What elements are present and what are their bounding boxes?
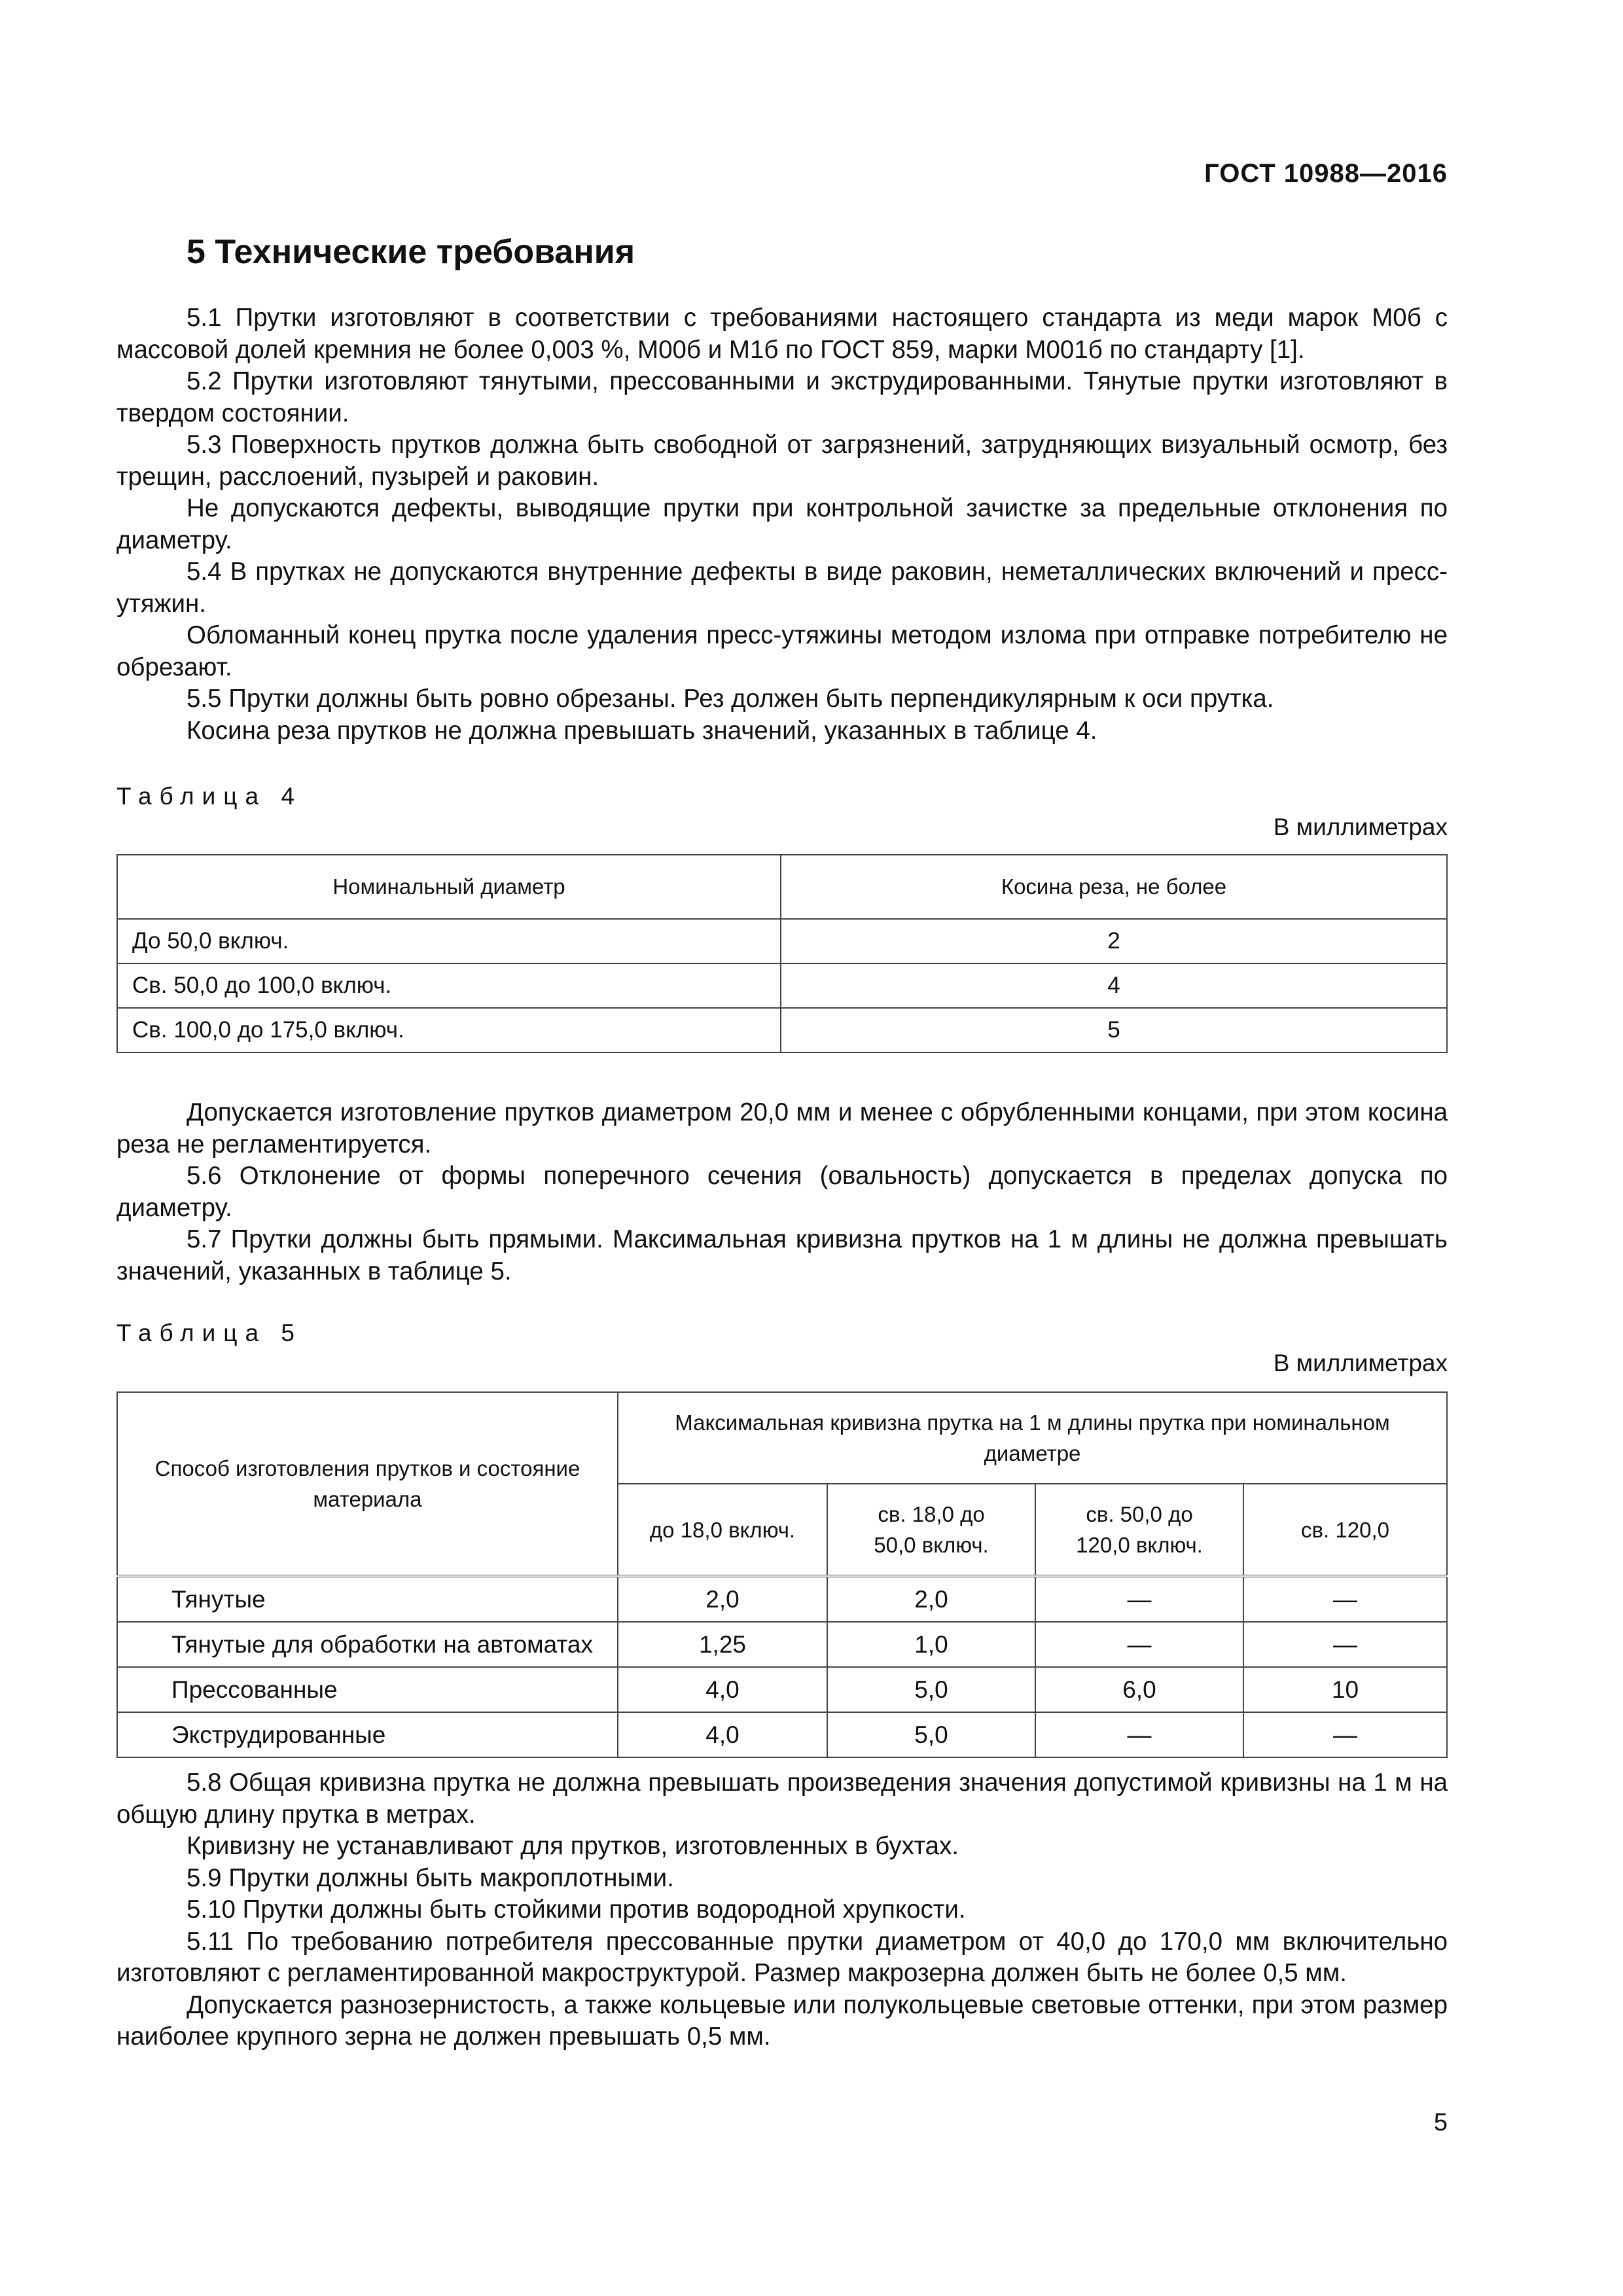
table5-subheader: св. 18,0 до 50,0 включ.	[827, 1484, 1035, 1576]
table4-cell: До 50,0 включ.	[117, 919, 781, 963]
table4-cell: Св. 100,0 до 175,0 включ.	[117, 1008, 781, 1052]
table-row	[117, 963, 1447, 1008]
paragraphs-block-1	[116, 302, 1448, 747]
table5-cell: 2,0	[827, 1576, 1035, 1622]
table5-cell: —	[1243, 1576, 1447, 1622]
section-title: 5 Технические требования	[187, 233, 635, 271]
table5-cell: 6,0	[1035, 1667, 1243, 1712]
table5-cell: 5,0	[827, 1667, 1035, 1712]
table5-cell: Экструдированные	[117, 1712, 618, 1757]
table5-header-method: Способ изготовления прутков и состояние материала	[117, 1392, 618, 1576]
paragraph-5-4: 5.4 В прутках не допускаются внутренние дефекты в виде раковин, неметаллических включений и пресс-утяжин.	[116, 558, 1448, 618]
table5-subheader: св. 50,0 до 120,0 включ.	[1035, 1484, 1243, 1576]
paragraph-5-10: 5.10 Прутки должны быть стойкими против водородной хрупкости.	[187, 1895, 966, 1924]
table5-cell: 10	[1243, 1667, 1447, 1712]
table5-caption: Таблица 5	[116, 1319, 302, 1346]
table5-cell: Тянутые для обработки на автоматах	[117, 1622, 618, 1667]
table4-header-skew: Косина реза, не более	[781, 855, 1447, 919]
paragraph-5-8: 5.8 Общая кривизна прутка не должна превышать произведения значения допустимой кривизны на 1 м на общую длину прутка в метрах.	[116, 1768, 1448, 1829]
paragraphs-block-2	[116, 1097, 1448, 1287]
paragraphs-block-3	[116, 1767, 1448, 2053]
paragraph-5-7: 5.7 Прутки должны быть прямыми. Максимальная кривизна прутков на 1 м длины не должна превышать значений, указанных в таблице 5.	[116, 1225, 1448, 1285]
table5-cell: 1,0	[827, 1622, 1035, 1667]
paragraph-5-11: 5.11 По требованию потребителя прессованные прутки диаметром от 40,0 до 170,0 мм включительно изготовляют с регламентированной макроструктурой. Размер макрозерна должен быть не более 0,5 мм.	[116, 1927, 1448, 1987]
paragraph-5-4-end: Обломанный конец прутка после удаления пресс-утяжины методом излома при отправке потребителю не обрезают.	[116, 621, 1448, 681]
table4-cell: 4	[781, 963, 1447, 1008]
table4-caption: Таблица 4	[116, 783, 302, 810]
table4-header-diameter: Номинальный диаметр	[117, 855, 781, 919]
table4-cell: Св. 50,0 до 100,0 включ.	[117, 963, 781, 1008]
paragraph-5-3-defects: Не допускаются дефекты, выводящие прутки при контрольной зачистке за предельные отклонения по диаметру.	[116, 494, 1448, 554]
table5-unit: В миллиметрах	[1273, 1350, 1448, 1376]
table-row	[117, 1576, 1447, 1622]
table-row	[117, 1667, 1447, 1712]
table5-cell: —	[1035, 1622, 1243, 1667]
paragraph-5-2: 5.2 Прутки изготовляют тянутыми, прессованными и экструдированными. Тянутые прутки изготовляют в твердом состоянии.	[116, 367, 1448, 427]
table5-cell: 1,25	[618, 1622, 827, 1667]
table5	[116, 1391, 1448, 1758]
table5-cell: —	[1243, 1622, 1447, 1667]
table4-unit: В миллиметрах	[1273, 814, 1448, 840]
table4-cell: 5	[781, 1008, 1447, 1052]
table-row	[117, 1008, 1447, 1052]
table5-cell: —	[1243, 1712, 1447, 1757]
paragraph-5-11-grain: Допускается разнозернистость, а также кольцевые или полукольцевые световые оттенки, при этом размер наиболее крупного зерна не должен превышать 0,5 мм.	[116, 1990, 1448, 2051]
table4	[116, 854, 1448, 1053]
table5-header-row	[117, 1392, 1447, 1484]
paragraph-5-6: 5.6 Отклонение от формы поперечного сечения (овальность) допускается в пределах допуска по диаметру.	[116, 1162, 1448, 1222]
table-row	[117, 919, 1447, 963]
paragraph-5-8-coils: Кривизну не устанавливают для прутков, изготовленных в бухтах.	[187, 1832, 959, 1860]
standard-code-header: ГОСТ 10988—2016	[1204, 159, 1448, 188]
table5-cell: Прессованные	[117, 1667, 618, 1712]
table5-cell: 2,0	[618, 1576, 827, 1622]
table5-cell: 4,0	[618, 1667, 827, 1712]
table4-cell: 2	[781, 919, 1447, 963]
table5-cell: 4,0	[618, 1712, 827, 1757]
table-row	[117, 1712, 1447, 1757]
table5-subheader: св. 120,0	[1243, 1484, 1447, 1576]
paragraph-5-5-cut: Косина реза прутков не должна превышать значений, указанных в таблице 4.	[187, 716, 1097, 745]
table5-cell: —	[1035, 1576, 1243, 1622]
table5-cell: 5,0	[827, 1712, 1035, 1757]
paragraph-chopped-ends: Допускается изготовление прутков диаметром 20,0 мм и менее с обрубленными концами, при этом косина реза не регламентируется.	[116, 1098, 1448, 1158]
paragraph-5-9: 5.9 Прутки должны быть макроплотными.	[187, 1863, 674, 1892]
paragraph-5-1: 5.1 Прутки изготовляют в соответствии с требованиями настоящего стандарта из меди марок М0б с массовой долей кремния не более 0,003 %, М00б и М1б по ГОСТ 859, марки М001б по стандарту [1].	[116, 304, 1448, 364]
table5-subheader: до 18,0 включ.	[618, 1484, 827, 1576]
table4-header-row	[117, 855, 1447, 919]
paragraph-5-5: 5.5 Прутки должны быть ровно обрезаны. Рез должен быть перпендикулярным к оси прутка.	[187, 685, 1274, 713]
table5-header-curvature: Максимальная кривизна прутка на 1 м длины прутка при номинальном диаметре	[618, 1392, 1447, 1484]
table-row	[117, 1622, 1447, 1667]
paragraph-5-3: 5.3 Поверхность прутков должна быть свободной от загрязнений, затрудняющих визуальный осмотр, без трещин, расслоений, пузырей и раковин.	[116, 431, 1448, 491]
page-number: 5	[1433, 2109, 1448, 2136]
table5-cell: —	[1035, 1712, 1243, 1757]
table5-cell: Тянутые	[117, 1576, 618, 1622]
